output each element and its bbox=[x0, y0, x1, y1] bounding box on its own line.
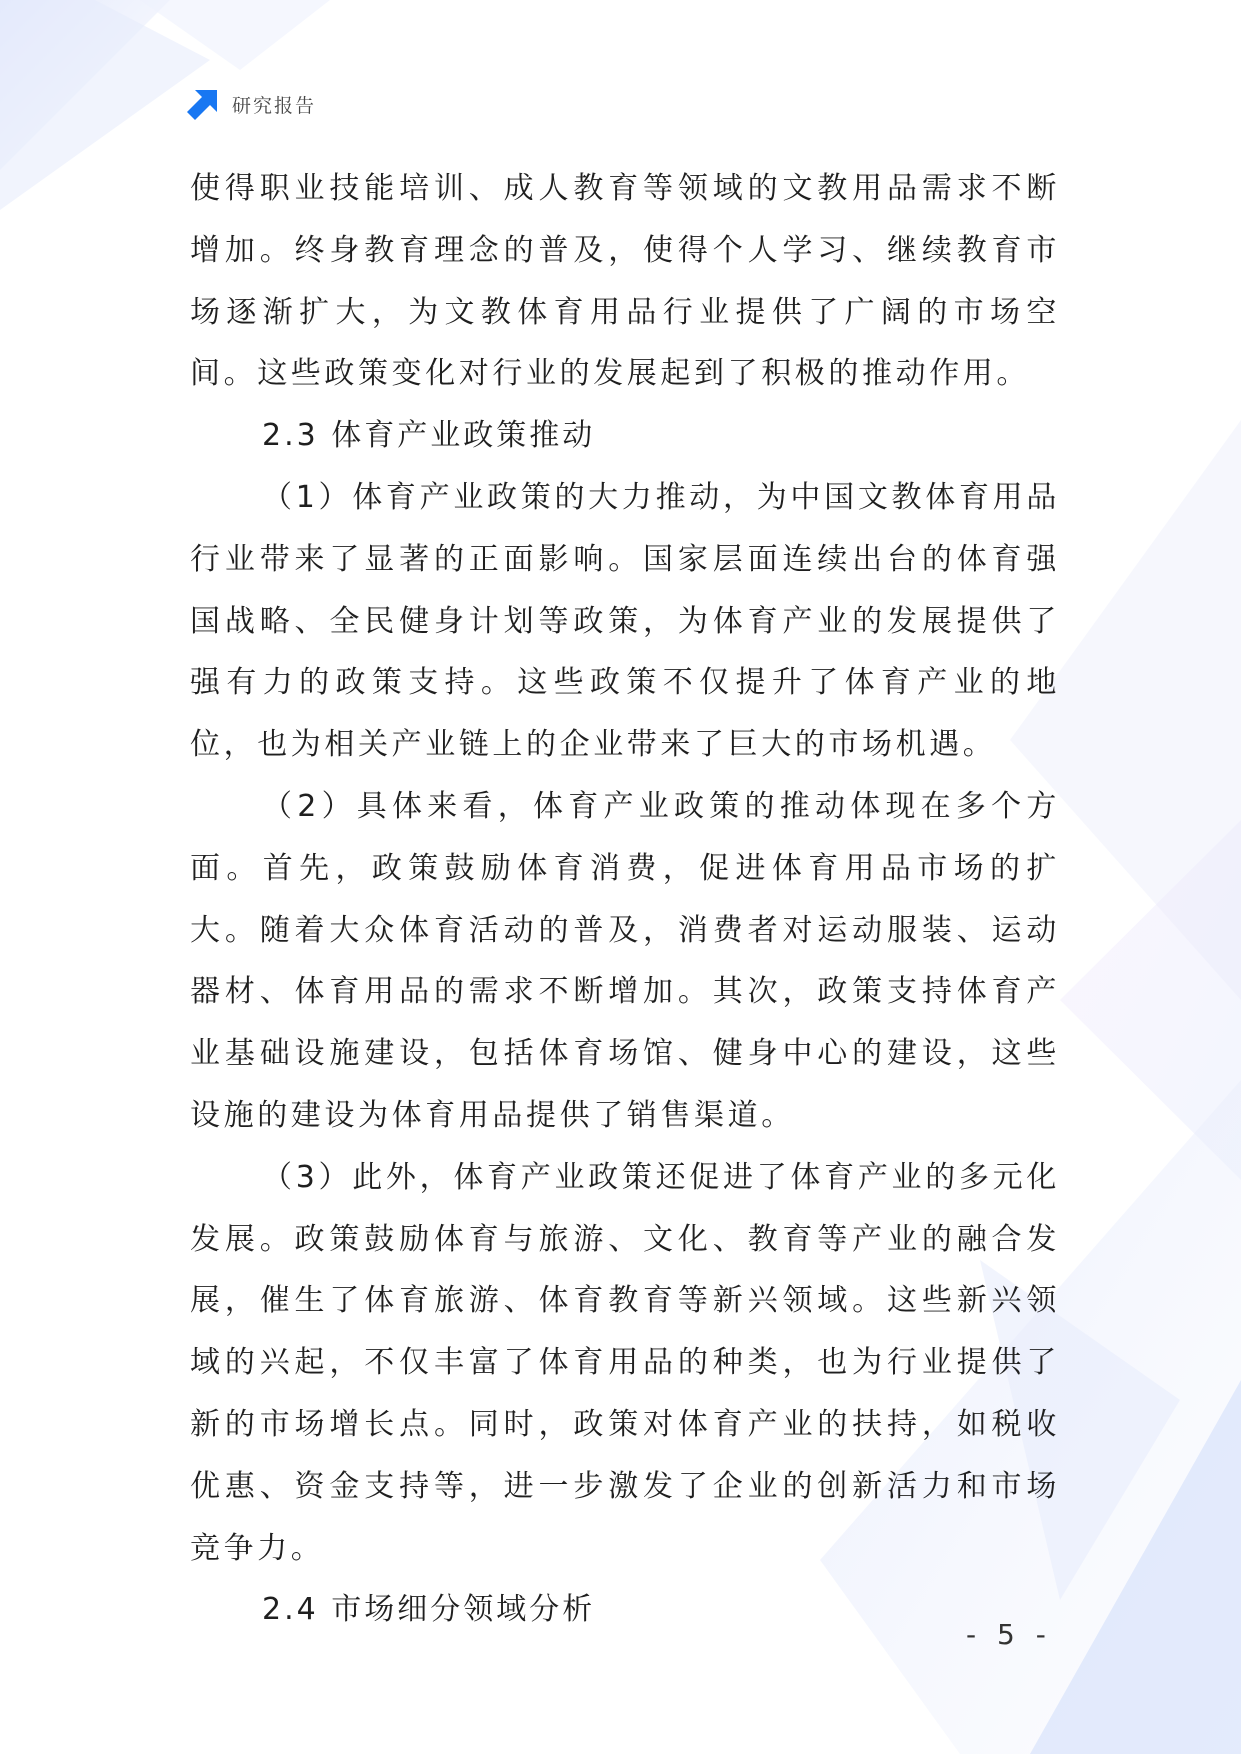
report-header bbox=[186, 86, 316, 122]
section-heading-2-4: 2.4 市场细分领域分析 bbox=[262, 1592, 596, 1628]
arrow-up-right-icon bbox=[186, 87, 220, 121]
section-heading-2-3: 2.3 体育产业政策推动 bbox=[262, 418, 596, 454]
paragraph-1: （1）体育产业政策的大力推动，为中国文教体育用品行业带来了显著的正面影响。国家层面连续出台的体育强国战略、全民健身计划等政策，为体育产业的发展提供了强有力的政策支持。这些政策不仅提升了体育产业的地位，也为相关产业链上的企业带来了巨大的市场机遇。 bbox=[190, 479, 1060, 763]
document-body bbox=[190, 158, 1060, 1641]
paragraph-2: （2）具体来看，体育产业政策的推动体现在多个方面。首先，政策鼓励体育消费，促进体育用品市场的扩大。随着大众体育活动的普及，消费者对运动服装、运动器材、体育用品的需求不断增加。其次，政策支持体育产业基础设施建设，包括体育场馆、健身中心的建设，这些设施的建设为体育用品提供了销售渠道。 bbox=[190, 788, 1060, 1133]
brand-label: 研究报告 bbox=[232, 94, 317, 117]
paragraph-3: （3）此外，体育产业政策还促进了体育产业的多元化发展。政策鼓励体育与旅游、文化、教育等产业的融合发展，催生了体育旅游、体育教育等新兴领域。这些新兴领域的兴起，不仅丰富了体育用品的种类，也为行业提供了新的市场增长点。同时，政策对体育产业的扶持，如税收优惠、资金支持等，进一步激发了企业的创新活力和市场竞争力。 bbox=[190, 1159, 1060, 1566]
paragraph-continuation: 使得职业技能培训、成人教育等领域的文教用品需求不断增加。终身教育理念的普及，使得个人学习、继续教育市场逐渐扩大，为文教体育用品行业提供了广阔的市场空间。这些政策变化对行业的发展起到了积极的推动作用。 bbox=[190, 171, 1060, 392]
page-number: - 5 - bbox=[966, 1618, 1052, 1651]
